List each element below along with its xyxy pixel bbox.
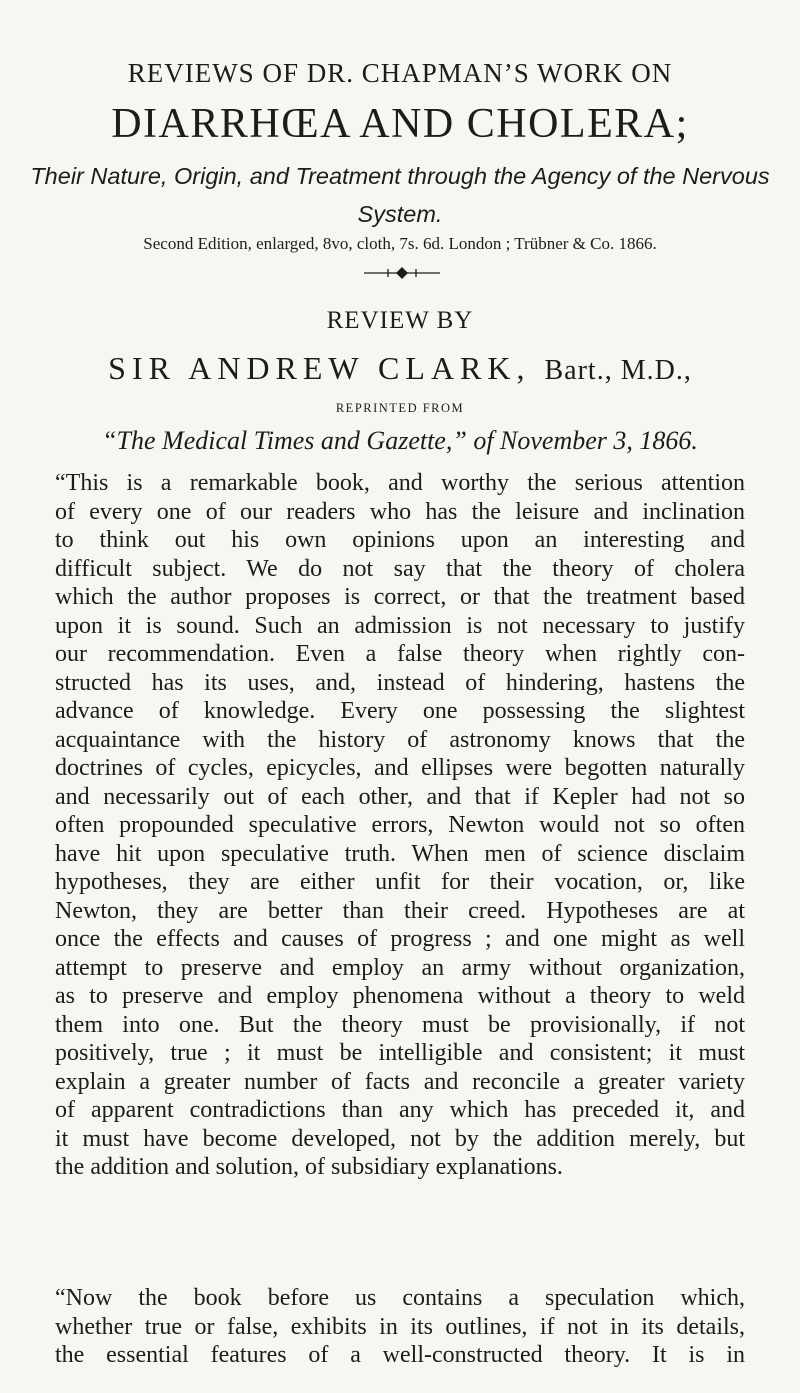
text-line: of apparent contradictions than any which has preceded it, and xyxy=(55,1097,745,1123)
text-line: structed has its uses, and, instead of hindering, hastens the xyxy=(55,669,745,696)
reviews-heading: REVIEWS OF DR. CHAPMAN’S WORK ON xyxy=(127,58,673,88)
review-paragraph-2 xyxy=(55,1284,745,1370)
text-line: doctrines of cycles, epicycles, and ellipses were begotten naturally xyxy=(55,755,745,781)
text-line: positively, true ; it must be intelligible and consistent; it must xyxy=(55,1040,745,1066)
source-journal: “The Medical Times and Gazette,” xyxy=(102,426,467,455)
text-line: attempt to preserve and employ an army without organization, xyxy=(55,954,745,981)
text-line: which the author proposes is correct, or that the treatment based xyxy=(55,584,745,610)
reviewer-name-line xyxy=(0,350,800,387)
text-line: our recommendation. Even a false theory when rightly con- xyxy=(55,641,745,667)
reviewer-suffix: Bart., M.D., xyxy=(544,355,692,386)
text-line: them into one. But the theory must be provisionally, if not xyxy=(55,1011,745,1038)
text-line: acquaintance with the history of astronomy knows that the xyxy=(55,726,745,753)
text-line: Newton, they are better than their creed. Hypotheses are at xyxy=(55,897,745,924)
review-by-label: REVIEW BY xyxy=(326,307,474,334)
reviewer-name: SIR ANDREW CLARK, xyxy=(108,350,531,386)
text-line: the addition and solution, of subsidiary explanations. xyxy=(55,1154,563,1180)
source-date: of November 3, 1866. xyxy=(473,426,698,455)
text-line: have hit upon speculative truth. When men of science disclaim xyxy=(55,840,745,867)
book-title: DIARRHŒA AND CHOLERA; xyxy=(111,101,689,147)
edition-info: Second Edition, enlarged, 8vo, cloth, 7s. 6d. London ; Trübner & Co. 1866. xyxy=(143,234,657,253)
text-line: difficult subject. We do not say that the theory of cholera xyxy=(55,555,745,582)
text-line: the essential features of a well-constructed theory. It is in xyxy=(55,1342,745,1368)
text-line: “Now the book before us contains a speculation which, xyxy=(55,1285,745,1311)
review-paragraph-1 xyxy=(55,469,745,1182)
text-line: advance of knowledge. Every one possessing the slightest xyxy=(55,698,745,724)
text-line: of every one of our readers who has the leisure and inclination xyxy=(55,498,745,525)
text-line: explain a greater number of facts and reconcile a greater variety xyxy=(55,1068,745,1095)
text-line: as to preserve and employ phenomena without a theory to weld xyxy=(55,983,745,1009)
book-subtitle: Their Nature, Origin, and Treatment through the Agency of the Nervous System. xyxy=(30,163,770,227)
reprinted-from-label: REPRINTED FROM xyxy=(335,401,465,415)
text-line: hypotheses, they are either unfit for their vocation, or, like xyxy=(55,869,745,895)
text-line: upon it is sound. Such an admission is not necessary to justify xyxy=(55,612,745,639)
text-line: once the effects and causes of progress ; and one might as well xyxy=(55,926,745,952)
ornament-divider-icon xyxy=(358,262,446,284)
text-line: often propounded speculative errors, Newton would not so often xyxy=(55,812,745,838)
text-line: and necessarily out of each other, and that if Kepler had not so xyxy=(55,783,745,810)
text-line: “This is a remarkable book, and worthy the serious attention xyxy=(55,470,745,496)
text-line: to think out his own opinions upon an interesting and xyxy=(55,527,745,553)
source-line xyxy=(0,426,800,456)
text-line: whether true or false, exhibits in its outlines, if not in its details, xyxy=(55,1313,745,1340)
text-line: it must have become developed, not by the addition merely, but xyxy=(55,1125,745,1152)
